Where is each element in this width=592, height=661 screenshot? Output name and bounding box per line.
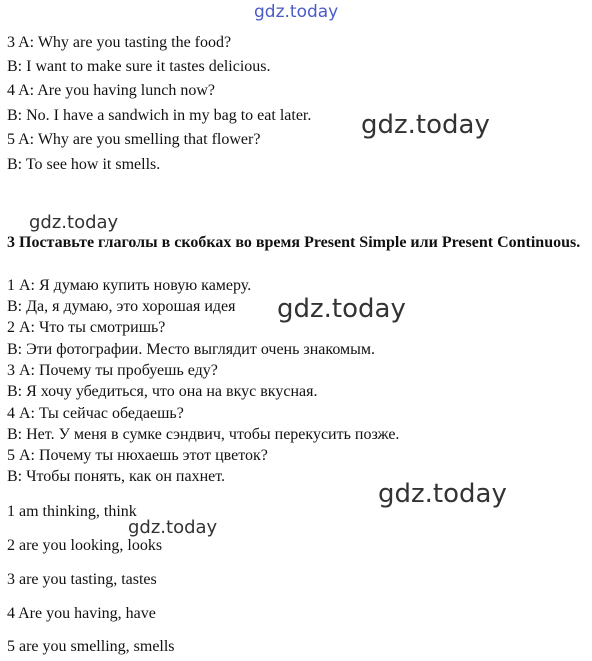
- translation-line: 5 А: Почему ты нюхаешь этот цветок?: [7, 447, 268, 464]
- translation-line: 4 А: Ты сейчас обедаешь?: [7, 405, 184, 422]
- translation-line: В: Да, я думаю, это хорошая идея: [7, 298, 236, 315]
- dialogue-line: 3 A: Why are you tasting the food?: [7, 34, 232, 51]
- translation-line: В: Чтобы понять, как он пахнет.: [7, 468, 226, 485]
- translation-line: 3 А: Почему ты пробуешь еду?: [7, 362, 218, 379]
- answer-line: 3 are you tasting, tastes: [7, 571, 157, 588]
- watermark: gdz.today: [361, 110, 490, 140]
- translation-line: В: Я хочу убедиться, что она на вкус вкусная.: [7, 383, 318, 400]
- answer-line: 2 are you looking, looks: [7, 537, 163, 554]
- watermark: gdz.today: [378, 479, 507, 509]
- watermark: gdz.today: [277, 294, 406, 324]
- translation-line: 1 А: Я думаю купить новую камеру.: [7, 277, 252, 294]
- dialogue-line: B: I want to make sure it tastes delicious.: [7, 58, 271, 75]
- answer-line: 1 am thinking, think: [7, 503, 137, 520]
- translation-line: В: Эти фотографии. Место выглядит очень знакомым.: [7, 341, 376, 358]
- dialogue-line: B: To see how it smells.: [7, 156, 161, 173]
- dialogue-line: B: No. I have a sandwich in my bag to eat later.: [7, 107, 312, 124]
- dialogue-line: 4 A: Are you having lunch now?: [7, 82, 215, 99]
- watermark: gdz.today: [128, 517, 218, 538]
- task-heading: 3 Поставьте глаголы в скобках во время Present Simple или Present Continuous.: [7, 234, 581, 251]
- watermark: gdz.today: [29, 212, 119, 233]
- translation-line: 2 А: Что ты смотришь?: [7, 319, 166, 336]
- answer-line: 4 Are you having, have: [7, 605, 156, 622]
- translation-line: В: Нет. У меня в сумке сэндвич, чтобы перекусить позже.: [7, 426, 400, 443]
- watermark-top: gdz.today: [254, 2, 339, 22]
- answer-line: 5 are you smelling, smells: [7, 638, 175, 655]
- dialogue-line: 5 A: Why are you smelling that flower?: [7, 131, 261, 148]
